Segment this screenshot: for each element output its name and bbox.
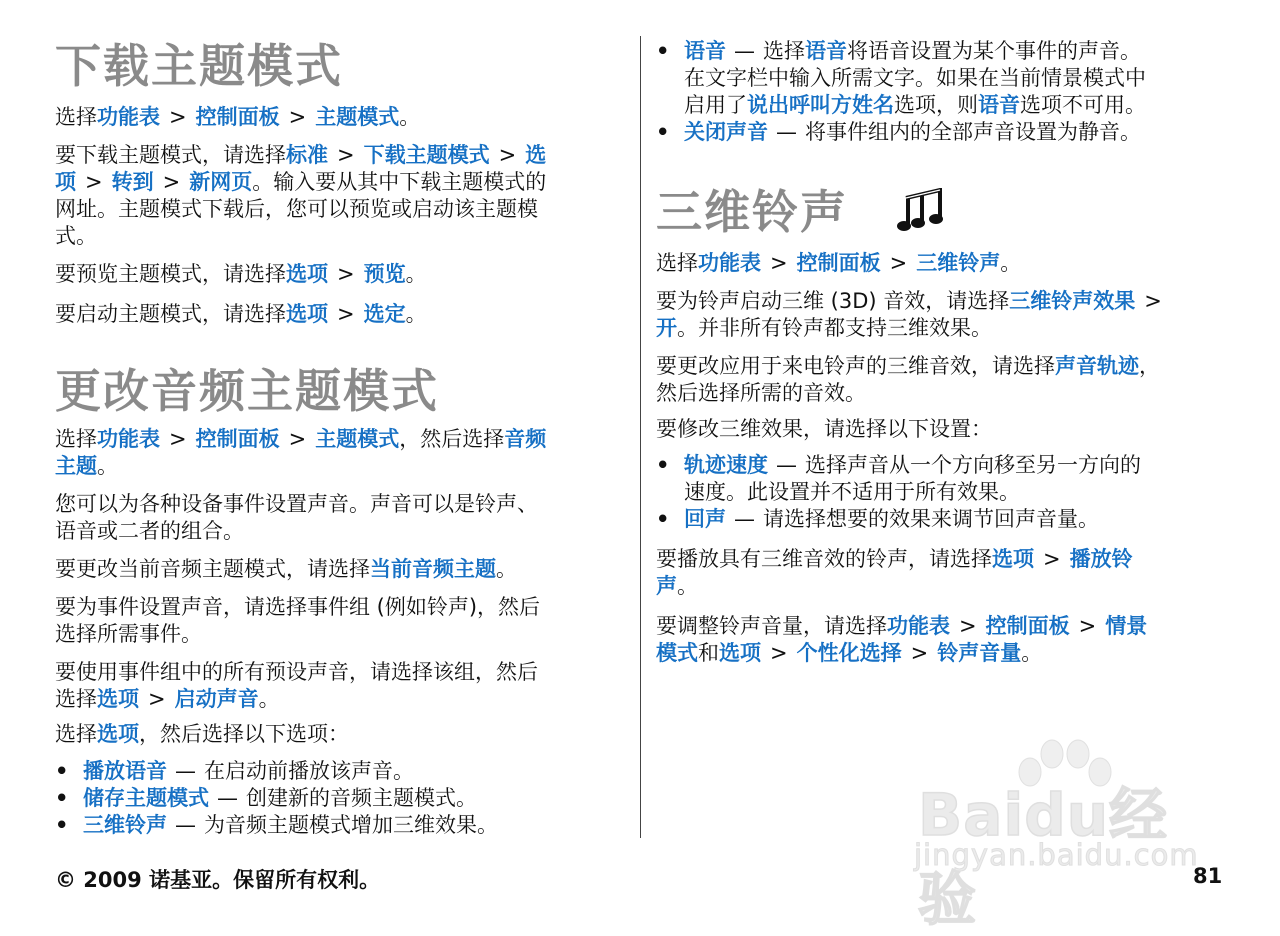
link-speech[interactable]: 语音 [805, 39, 847, 63]
paragraph-activate: 要启动主题模式，请选择选项 > 选定。 [55, 302, 427, 326]
paragraph-select-options: 选择选项，然后选择以下选项： [55, 722, 349, 746]
link-menu[interactable]: 功能表 [97, 105, 160, 129]
link-themes[interactable]: 主题模式 [315, 427, 400, 451]
link-echo[interactable]: 回声 [684, 506, 726, 531]
paragraph-enable-3d: 要为铃声启动三维 (3D) 音效，请选择三维铃声效果 > 开。并非所有铃声都支持三维效果。 [656, 288, 1162, 340]
link-new-page[interactable]: 新网页 [189, 170, 253, 194]
link-3d-tones[interactable]: 三维铃声 [916, 250, 1001, 275]
link-current-audio-theme[interactable]: 当前音频主题 [370, 557, 496, 581]
link-trajectory-speed[interactable]: 轨迹速度 [684, 452, 768, 477]
paragraph-3d-path: 选择功能表 > 控制面板 > 三维铃声。 [656, 250, 1022, 275]
link-control-panel[interactable]: 控制面板 [195, 105, 280, 129]
paragraph-menu-path: 选择功能表 > 控制面板 > 主题模式。 [55, 105, 421, 129]
link-personalise[interactable]: 个性化选择 [796, 640, 902, 665]
link-speech[interactable]: 语音 [978, 93, 1020, 117]
link-options[interactable]: 选项 [97, 722, 139, 746]
heading-3d-ringing-tones: 三维铃声 [656, 184, 1226, 244]
link-preview[interactable]: 预览 [363, 262, 406, 286]
link-control-panel[interactable]: 控制面板 [796, 250, 881, 275]
link-control-panel[interactable]: 控制面板 [195, 427, 280, 451]
link-ringing-volume[interactable]: 铃声音量 [937, 640, 1022, 665]
list-item: • 关闭声音 — 将事件组内的全部声音设置为静音。 [656, 120, 1141, 144]
link-sounds-off[interactable]: 关闭声音 [684, 120, 768, 144]
link-options[interactable]: 选项 [97, 687, 139, 711]
link-select[interactable]: 选定 [363, 302, 406, 326]
left-column [55, 0, 625, 839]
watermark-sub-text: jingyan.baidu.com [914, 838, 1199, 872]
paragraph-current-audio-theme: 要更改当前音频主题模式，请选择当前音频主题。 [55, 557, 517, 581]
link-audio-themes-b[interactable]: 主题 [55, 454, 97, 478]
link-say-caller-name[interactable]: 说出呼叫方姓名 [747, 93, 894, 117]
option-list-left [55, 758, 625, 839]
link-play-ringing-tone-b[interactable]: 声 [656, 573, 677, 598]
link-profiles-b[interactable]: 模式 [656, 640, 698, 665]
heading-download-themes: 下载主题模式 [55, 39, 343, 93]
link-menu[interactable]: 功能表 [698, 250, 761, 275]
link-speech[interactable]: 语音 [684, 39, 726, 63]
paragraph-audio-path: 选择功能表 > 控制面板 > 主题模式，然后选择音频 主题。 [55, 427, 547, 478]
paragraph-set-event-sound: 要为事件设置声音，请选择事件组 (例如铃声)，然后 选择所需事件。 [55, 595, 541, 646]
column-divider [640, 36, 641, 838]
paragraph-preset-sounds: 要使用事件组中的所有预设声音，请选择该组，然后 选择选项 > 启动声音。 [55, 660, 538, 711]
list-item: • 储存主题模式 — 创建新的音频主题模式。 [55, 786, 477, 810]
paragraph-preview: 要预览主题模式，请选择选项 > 预览。 [55, 262, 427, 286]
list-item: • 语音 — 选择语音将语音设置为某个事件的声音。 在文字栏中输入所需文字。如果在当前情景模式中 启用了说出呼叫方姓名选项，则语音选项不可用。 [656, 39, 1146, 117]
link-options[interactable]: 选项 [992, 546, 1034, 571]
link-options-b[interactable]: 项 [55, 170, 76, 194]
link-play-voice[interactable]: 播放语音 [83, 759, 167, 783]
link-menu[interactable]: 功能表 [887, 613, 950, 638]
option-list-right-bottom [656, 452, 1226, 533]
link-play-ringing-tone-a[interactable]: 播放铃 [1069, 546, 1133, 571]
music-notes-icon [896, 188, 948, 244]
copyright-notice: © 2009 诺基亚。保留所有权利。 [55, 868, 381, 892]
link-options[interactable]: 选项 [719, 640, 761, 665]
link-themes[interactable]: 主题模式 [315, 105, 400, 129]
link-on[interactable]: 开 [656, 315, 677, 340]
watermark-main-text: Baidu经验 [918, 781, 1169, 933]
paragraph-play-3d-tone: 要播放具有三维音效的铃声，请选择选项 > 播放铃 声。 [656, 546, 1133, 598]
link-options[interactable]: 选项 [286, 262, 328, 286]
list-item: • 三维铃声 — 为音频主题模式增加三维效果。 [55, 813, 498, 837]
link-sound-trajectory[interactable]: 声音轨迹 [1055, 353, 1139, 378]
list-item: • 轨迹速度 — 选择声音从一个方向移至另一方向的 速度。此设置并不适用于所有效果。 [656, 452, 1141, 504]
link-activate-sounds[interactable]: 启动声音 [174, 687, 259, 711]
link-control-panel[interactable]: 控制面板 [985, 613, 1070, 638]
page-number: 81 [1193, 864, 1223, 888]
link-options[interactable]: 选项 [286, 302, 328, 326]
heading-change-audio-themes: 更改音频主题模式 [55, 364, 439, 418]
link-menu[interactable]: 功能表 [97, 427, 160, 451]
paragraph-download-instructions: 要下载主题模式，请选择标准 > 下载主题模式 > 选 项 > 转到 > 新网页。输入要从其中下载主题模式的 网址。主题模式下载后，您可以预览或启动该主题模 式。 [55, 143, 547, 248]
link-save-theme[interactable]: 储存主题模式 [83, 786, 209, 810]
link-download-themes[interactable]: 下载主题模式 [363, 143, 490, 167]
list-item: • 回声 — 请选择想要的效果来调节回声音量。 [656, 506, 1099, 531]
option-list-right-top [656, 38, 1226, 146]
link-goto[interactable]: 转到 [111, 170, 154, 194]
link-3d-ringing-tone-effects[interactable]: 三维铃声效果 [1009, 288, 1136, 313]
right-column [656, 0, 1226, 667]
paragraph-adjust-volume: 要调整铃声音量，请选择功能表 > 控制面板 > 情景 模式和选项 > 个性化选择 > 铃声音量。 [656, 613, 1148, 665]
paragraph-sounds-intro: 您可以为各种设备事件设置声音。声音可以是铃声、 语音或二者的组合。 [55, 492, 538, 543]
link-standard[interactable]: 标准 [286, 143, 328, 167]
link-options-a[interactable]: 选 [525, 143, 547, 167]
paragraph-sound-trajectory: 要更改应用于来电铃声的三维音效，请选择声音轨迹， 然后选择所需的音效。 [656, 353, 1160, 405]
list-item: • 播放语音 — 在启动前播放该声音。 [55, 759, 414, 783]
paragraph-modify-3d: 要修改三维效果，请选择以下设置： [656, 416, 992, 441]
link-3d-tones[interactable]: 三维铃声 [83, 813, 167, 837]
link-profiles-a[interactable]: 情景 [1105, 613, 1148, 638]
link-audio-themes-a[interactable]: 音频 [504, 427, 547, 451]
